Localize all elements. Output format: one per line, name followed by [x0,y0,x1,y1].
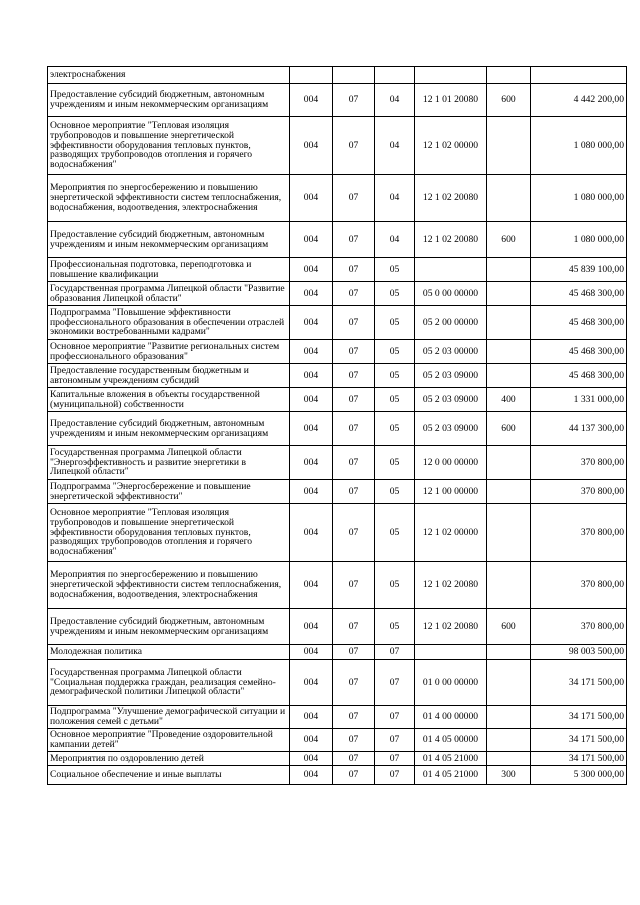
row-target-article-cell: 12 0 00 00000 [415,446,487,480]
row-admin-code-cell: 004 [290,752,333,766]
row-admin-code-cell: 004 [290,388,333,412]
row-subsection-cell: 07 [375,752,415,766]
row-name-cell: Предоставление субсидий бюджетным, автономным учреждениям и иным некоммерческим организациям [48,412,290,446]
row-section-cell: 07 [333,660,375,706]
table-row [48,258,627,282]
table-row [48,282,627,306]
row-name-cell: Основное мероприятие "Тепловая изоляция трубопроводов и повышение энергетической эффективности оборудования тепловых пунктов, разводящих трубопроводов отопления и горячего водоснабжения" [48,504,290,562]
row-subsection-cell: 04 [375,222,415,258]
table-row [48,480,627,504]
row-name-cell: Мероприятия по оздоровлению детей [48,752,290,766]
row-subsection-cell: 05 [375,258,415,282]
row-admin-code-cell [290,67,333,84]
row-subsection-cell: 04 [375,175,415,222]
row-section-cell: 07 [333,645,375,660]
row-name-cell: Государственная программа Липецкой области "Энергоэффективность и развитие энергетики в Липецкой области" [48,446,290,480]
table-row [48,766,627,785]
row-expense-type-cell [487,446,531,480]
row-section-cell: 07 [333,364,375,388]
row-admin-code-cell: 004 [290,504,333,562]
row-expense-type-cell [487,175,531,222]
row-section-cell: 07 [333,480,375,504]
row-subsection-cell: 05 [375,306,415,340]
row-name-cell: Мероприятия по энергосбережению и повышению энергетической эффективности систем теплоснабжения, водоснабжения, водоотведения, электроснабжения [48,175,290,222]
row-section-cell: 07 [333,766,375,785]
row-amount-cell: 370 800,00 [531,504,627,562]
row-amount-cell: 45 468 300,00 [531,340,627,364]
row-amount-cell: 45 468 300,00 [531,306,627,340]
row-section-cell: 07 [333,752,375,766]
row-section-cell: 07 [333,609,375,645]
row-subsection-cell: 07 [375,766,415,785]
table-row [48,412,627,446]
row-amount-cell: 1 080 000,00 [531,117,627,175]
row-name-cell: Государственная программа Липецкой области "Развитие образования Липецкой области" [48,282,290,306]
row-admin-code-cell: 004 [290,645,333,660]
row-section-cell: 07 [333,258,375,282]
row-amount-cell: 34 171 500,00 [531,706,627,729]
row-amount-cell: 370 800,00 [531,562,627,609]
row-expense-type-cell [487,729,531,752]
table-row [48,645,627,660]
row-subsection-cell: 05 [375,504,415,562]
budget-table [47,66,627,785]
row-admin-code-cell: 004 [290,175,333,222]
row-amount-cell: 4 442 200,00 [531,84,627,117]
row-name-cell: Профессиональная подготовка, переподготовка и повышение квалификации [48,258,290,282]
row-target-article-cell: 05 2 03 09000 [415,412,487,446]
row-amount-cell: 44 137 300,00 [531,412,627,446]
row-section-cell: 07 [333,446,375,480]
row-subsection-cell: 07 [375,660,415,706]
row-amount-cell: 370 800,00 [531,480,627,504]
row-amount-cell: 34 171 500,00 [531,660,627,706]
row-name-cell: Государственная программа Липецкой области "Социальная поддержка граждан, реализация семейно-демографической политики Липецкой области" [48,660,290,706]
row-admin-code-cell: 004 [290,282,333,306]
row-expense-type-cell [487,752,531,766]
table-row [48,752,627,766]
row-amount-cell: 370 800,00 [531,609,627,645]
row-amount-cell: 45 468 300,00 [531,364,627,388]
row-expense-type-cell [487,660,531,706]
row-target-article-cell: 12 1 02 20080 [415,175,487,222]
row-subsection-cell: 07 [375,645,415,660]
row-expense-type-cell [487,480,531,504]
table-row [48,117,627,175]
row-section-cell: 07 [333,222,375,258]
row-admin-code-cell: 004 [290,222,333,258]
row-target-article-cell [415,258,487,282]
table-row [48,84,627,117]
row-section-cell [333,67,375,84]
row-expense-type-cell [487,67,531,84]
row-amount-cell: 45 839 100,00 [531,258,627,282]
row-name-cell: Мероприятия по энергосбережению и повышению энергетической эффективности систем теплоснабжения, водоснабжения, водоотведения, электроснабжения [48,562,290,609]
row-name-cell: Основное мероприятие "Тепловая изоляция трубопроводов и повышение энергетической эффективности оборудования тепловых пунктов, разводящих трубопроводов отопления и горячего водоснабжения" [48,117,290,175]
row-subsection-cell: 05 [375,364,415,388]
row-subsection-cell: 04 [375,117,415,175]
row-target-article-cell [415,645,487,660]
row-subsection-cell: 04 [375,84,415,117]
row-admin-code-cell: 004 [290,117,333,175]
row-target-article-cell [415,67,487,84]
row-amount-cell: 1 080 000,00 [531,222,627,258]
row-target-article-cell: 05 2 03 00000 [415,340,487,364]
table-row [48,175,627,222]
row-expense-type-cell [487,562,531,609]
row-amount-cell: 1 080 000,00 [531,175,627,222]
row-admin-code-cell: 004 [290,306,333,340]
row-subsection-cell: 05 [375,446,415,480]
table-row [48,340,627,364]
row-target-article-cell: 01 4 05 21000 [415,766,487,785]
table-row [48,729,627,752]
row-section-cell: 07 [333,340,375,364]
row-admin-code-cell: 004 [290,562,333,609]
row-subsection-cell: 05 [375,609,415,645]
row-expense-type-cell [487,706,531,729]
row-section-cell: 07 [333,282,375,306]
row-amount-cell: 1 331 000,00 [531,388,627,412]
row-amount-cell: 34 171 500,00 [531,752,627,766]
row-admin-code-cell: 004 [290,480,333,504]
row-name-cell: Основное мероприятие "Развитие региональных систем профессионального образования" [48,340,290,364]
row-section-cell: 07 [333,504,375,562]
row-admin-code-cell: 004 [290,84,333,117]
row-expense-type-cell: 600 [487,412,531,446]
row-target-article-cell: 12 1 02 20080 [415,222,487,258]
row-name-cell: Основное мероприятие "Проведение оздоровительной кампании детей" [48,729,290,752]
row-expense-type-cell: 600 [487,609,531,645]
row-admin-code-cell: 004 [290,706,333,729]
row-target-article-cell: 01 4 05 00000 [415,729,487,752]
row-name-cell: Подпрограмма "Повышение эффективности профессионального образования в обеспечении отраслей экономики востребованными кадрами" [48,306,290,340]
row-subsection-cell: 05 [375,412,415,446]
row-admin-code-cell: 004 [290,340,333,364]
row-admin-code-cell: 004 [290,766,333,785]
row-subsection-cell: 05 [375,562,415,609]
row-name-cell: Подпрограмма "Улучшение демографической ситуации и положения семей с детьми" [48,706,290,729]
row-expense-type-cell [487,504,531,562]
row-subsection-cell [375,67,415,84]
row-subsection-cell: 05 [375,480,415,504]
row-amount-cell: 5 300 000,00 [531,766,627,785]
row-target-article-cell: 12 1 02 00000 [415,117,487,175]
row-target-article-cell: 01 0 00 00000 [415,660,487,706]
row-name-cell: электроснабжения [48,67,290,84]
row-expense-type-cell [487,117,531,175]
row-name-cell: Капитальные вложения в объекты государственной (муниципальной) собственности [48,388,290,412]
row-admin-code-cell: 004 [290,729,333,752]
row-subsection-cell: 07 [375,729,415,752]
row-amount-cell: 98 003 500,00 [531,645,627,660]
row-expense-type-cell [487,258,531,282]
row-admin-code-cell: 004 [290,364,333,388]
row-section-cell: 07 [333,306,375,340]
row-expense-type-cell: 300 [487,766,531,785]
table-row [48,222,627,258]
row-section-cell: 07 [333,412,375,446]
row-section-cell: 07 [333,175,375,222]
row-target-article-cell: 12 1 00 00000 [415,480,487,504]
row-expense-type-cell [487,282,531,306]
table-row [48,504,627,562]
row-admin-code-cell: 004 [290,258,333,282]
row-section-cell: 07 [333,84,375,117]
row-subsection-cell: 05 [375,388,415,412]
row-target-article-cell: 05 2 00 00000 [415,306,487,340]
row-subsection-cell: 07 [375,706,415,729]
row-name-cell: Предоставление субсидий бюджетным, автономным учреждениям и иным некоммерческим организациям [48,84,290,117]
row-admin-code-cell: 004 [290,446,333,480]
row-name-cell: Предоставление государственным бюджетным и автономным учреждениям субсидий [48,364,290,388]
row-admin-code-cell: 004 [290,660,333,706]
table-row [48,562,627,609]
row-amount-cell: 370 800,00 [531,446,627,480]
row-section-cell: 07 [333,729,375,752]
row-expense-type-cell: 600 [487,222,531,258]
table-row [48,706,627,729]
row-target-article-cell: 12 1 02 00000 [415,504,487,562]
row-name-cell: Молодежная политика [48,645,290,660]
row-name-cell: Предоставление субсидий бюджетным, автономным учреждениям и иным некоммерческим организациям [48,222,290,258]
row-amount-cell [531,67,627,84]
table-row [48,446,627,480]
row-subsection-cell: 05 [375,340,415,364]
row-admin-code-cell: 004 [290,609,333,645]
row-expense-type-cell [487,645,531,660]
row-expense-type-cell [487,306,531,340]
table-row [48,364,627,388]
table-row [48,388,627,412]
row-name-cell: Социальное обеспечение и иные выплаты [48,766,290,785]
row-section-cell: 07 [333,562,375,609]
row-amount-cell: 45 468 300,00 [531,282,627,306]
row-section-cell: 07 [333,706,375,729]
row-target-article-cell: 05 0 00 00000 [415,282,487,306]
budget-table-body [48,67,627,785]
row-target-article-cell: 05 2 03 09000 [415,364,487,388]
row-target-article-cell: 01 4 00 00000 [415,706,487,729]
row-subsection-cell: 05 [375,282,415,306]
row-expense-type-cell [487,340,531,364]
row-expense-type-cell [487,364,531,388]
row-name-cell: Подпрограмма "Энергосбережение и повышение энергетической эффективности" [48,480,290,504]
row-expense-type-cell: 600 [487,84,531,117]
row-amount-cell: 34 171 500,00 [531,729,627,752]
row-target-article-cell: 01 4 05 21000 [415,752,487,766]
row-section-cell: 07 [333,117,375,175]
table-row [48,660,627,706]
row-expense-type-cell: 400 [487,388,531,412]
row-section-cell: 07 [333,388,375,412]
table-row [48,609,627,645]
row-target-article-cell: 12 1 02 20080 [415,609,487,645]
row-target-article-cell: 05 2 03 09000 [415,388,487,412]
table-row [48,306,627,340]
row-target-article-cell: 12 1 01 20080 [415,84,487,117]
row-name-cell: Предоставление субсидий бюджетным, автономным учреждениям и иным некоммерческим организациям [48,609,290,645]
row-admin-code-cell: 004 [290,412,333,446]
table-row [48,67,627,84]
row-target-article-cell: 12 1 02 20080 [415,562,487,609]
